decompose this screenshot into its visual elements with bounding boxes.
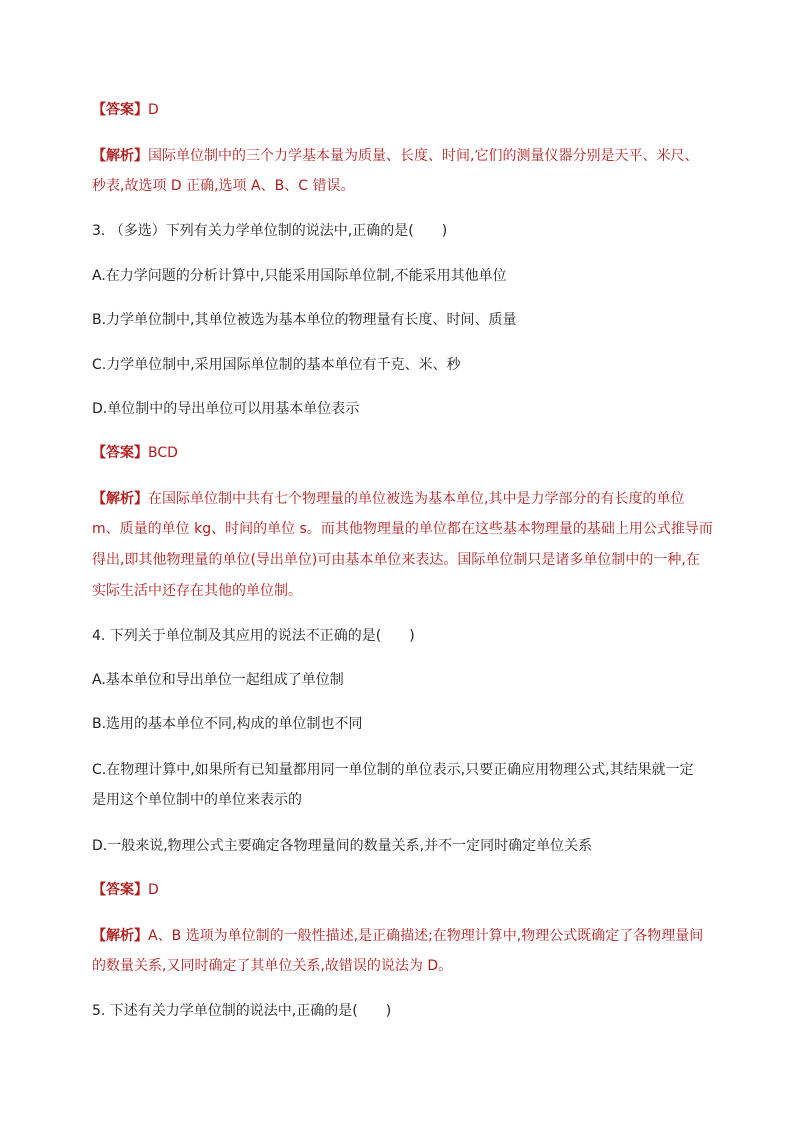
answer-text: D bbox=[148, 882, 159, 898]
answer-tag: 【答案】 bbox=[92, 882, 148, 898]
answer-tag: 【答案】 bbox=[92, 445, 148, 461]
answer-line bbox=[92, 880, 712, 900]
analysis-line bbox=[92, 926, 712, 946]
answer-text: D bbox=[148, 102, 159, 118]
answer-text: BCD bbox=[148, 445, 178, 461]
analysis-line bbox=[92, 489, 712, 509]
option-c: C.在物理计算中,如果所有已知量都用同一单位制的单位表示,只要正确应用物理公式,其结果就一定 bbox=[92, 762, 694, 778]
question-5: 5. 下述有关力学单位制的说法中,正确的是( ) bbox=[92, 1003, 392, 1019]
option-b: B.力学单位制中,其单位被选为基本单位的物理量有长度、时间、质量 bbox=[92, 312, 517, 328]
option-a: A.基本单位和导出单位一起组成了单位制 bbox=[92, 672, 344, 688]
option-b: B.选用的基本单位不同,构成的单位制也不同 bbox=[92, 716, 363, 732]
option-d: D.一般来说,物理公式主要确定各物理量间的数量关系,并不一定同时确定单位关系 bbox=[92, 838, 593, 854]
analysis-line: m、质量的单位 kg、时间的单位 s。而其他物理量的单位都在这些基本物理量的基础上用公式推导而 bbox=[92, 521, 713, 537]
analysis-text: 国际单位制中的三个力学基本量为质量、长度、时间,它们的测量仪器分别是天平、米尺、 bbox=[148, 148, 699, 164]
option-a: A.在力学问题的分析计算中,只能采用国际单位制,不能采用其他单位 bbox=[92, 268, 507, 284]
answer-line bbox=[92, 443, 712, 463]
answer-tag: 【答案】 bbox=[92, 102, 148, 118]
analysis-line bbox=[92, 146, 712, 166]
option-c-continued: 是用这个单位制中的单位来表示的 bbox=[92, 792, 302, 808]
analysis-line: 的数量关系,又同时确定了其单位关系,故错误的说法为 D。 bbox=[92, 958, 453, 974]
analysis-text: 在国际单位制中共有七个物理量的单位被选为基本单位,其中是力学部分的有长度的单位 bbox=[148, 491, 685, 507]
option-d: D.单位制中的导出单位可以用基本单位表示 bbox=[92, 401, 360, 417]
analysis-line: 实际生活中还存在其他的单位制。 bbox=[92, 583, 302, 599]
answer-line bbox=[92, 100, 712, 120]
option-c: C.力学单位制中,采用国际单位制的基本单位有千克、米、秒 bbox=[92, 357, 461, 373]
analysis-tag: 【解析】 bbox=[92, 491, 148, 507]
analysis-line: 秒表,故选项 D 正确,选项 A、B、C 错误。 bbox=[92, 178, 355, 194]
analysis-tag: 【解析】 bbox=[92, 148, 148, 164]
analysis-line: 得出,即其他物理量的单位(导出单位)可由基本单位来表达。国际单位制只是诸多单位制中的一种,在 bbox=[92, 552, 700, 568]
analysis-text: A、B 选项为单位制的一般性描述,是正确描述;在物理计算中,物理公式既确定了各物理量间 bbox=[148, 928, 704, 944]
analysis-tag: 【解析】 bbox=[92, 928, 148, 944]
question-4: 4. 下列关于单位制及其应用的说法不正确的是( ) bbox=[92, 628, 415, 644]
question-3: 3. （多选）下列有关力学单位制的说法中,正确的是( ) bbox=[92, 223, 448, 239]
